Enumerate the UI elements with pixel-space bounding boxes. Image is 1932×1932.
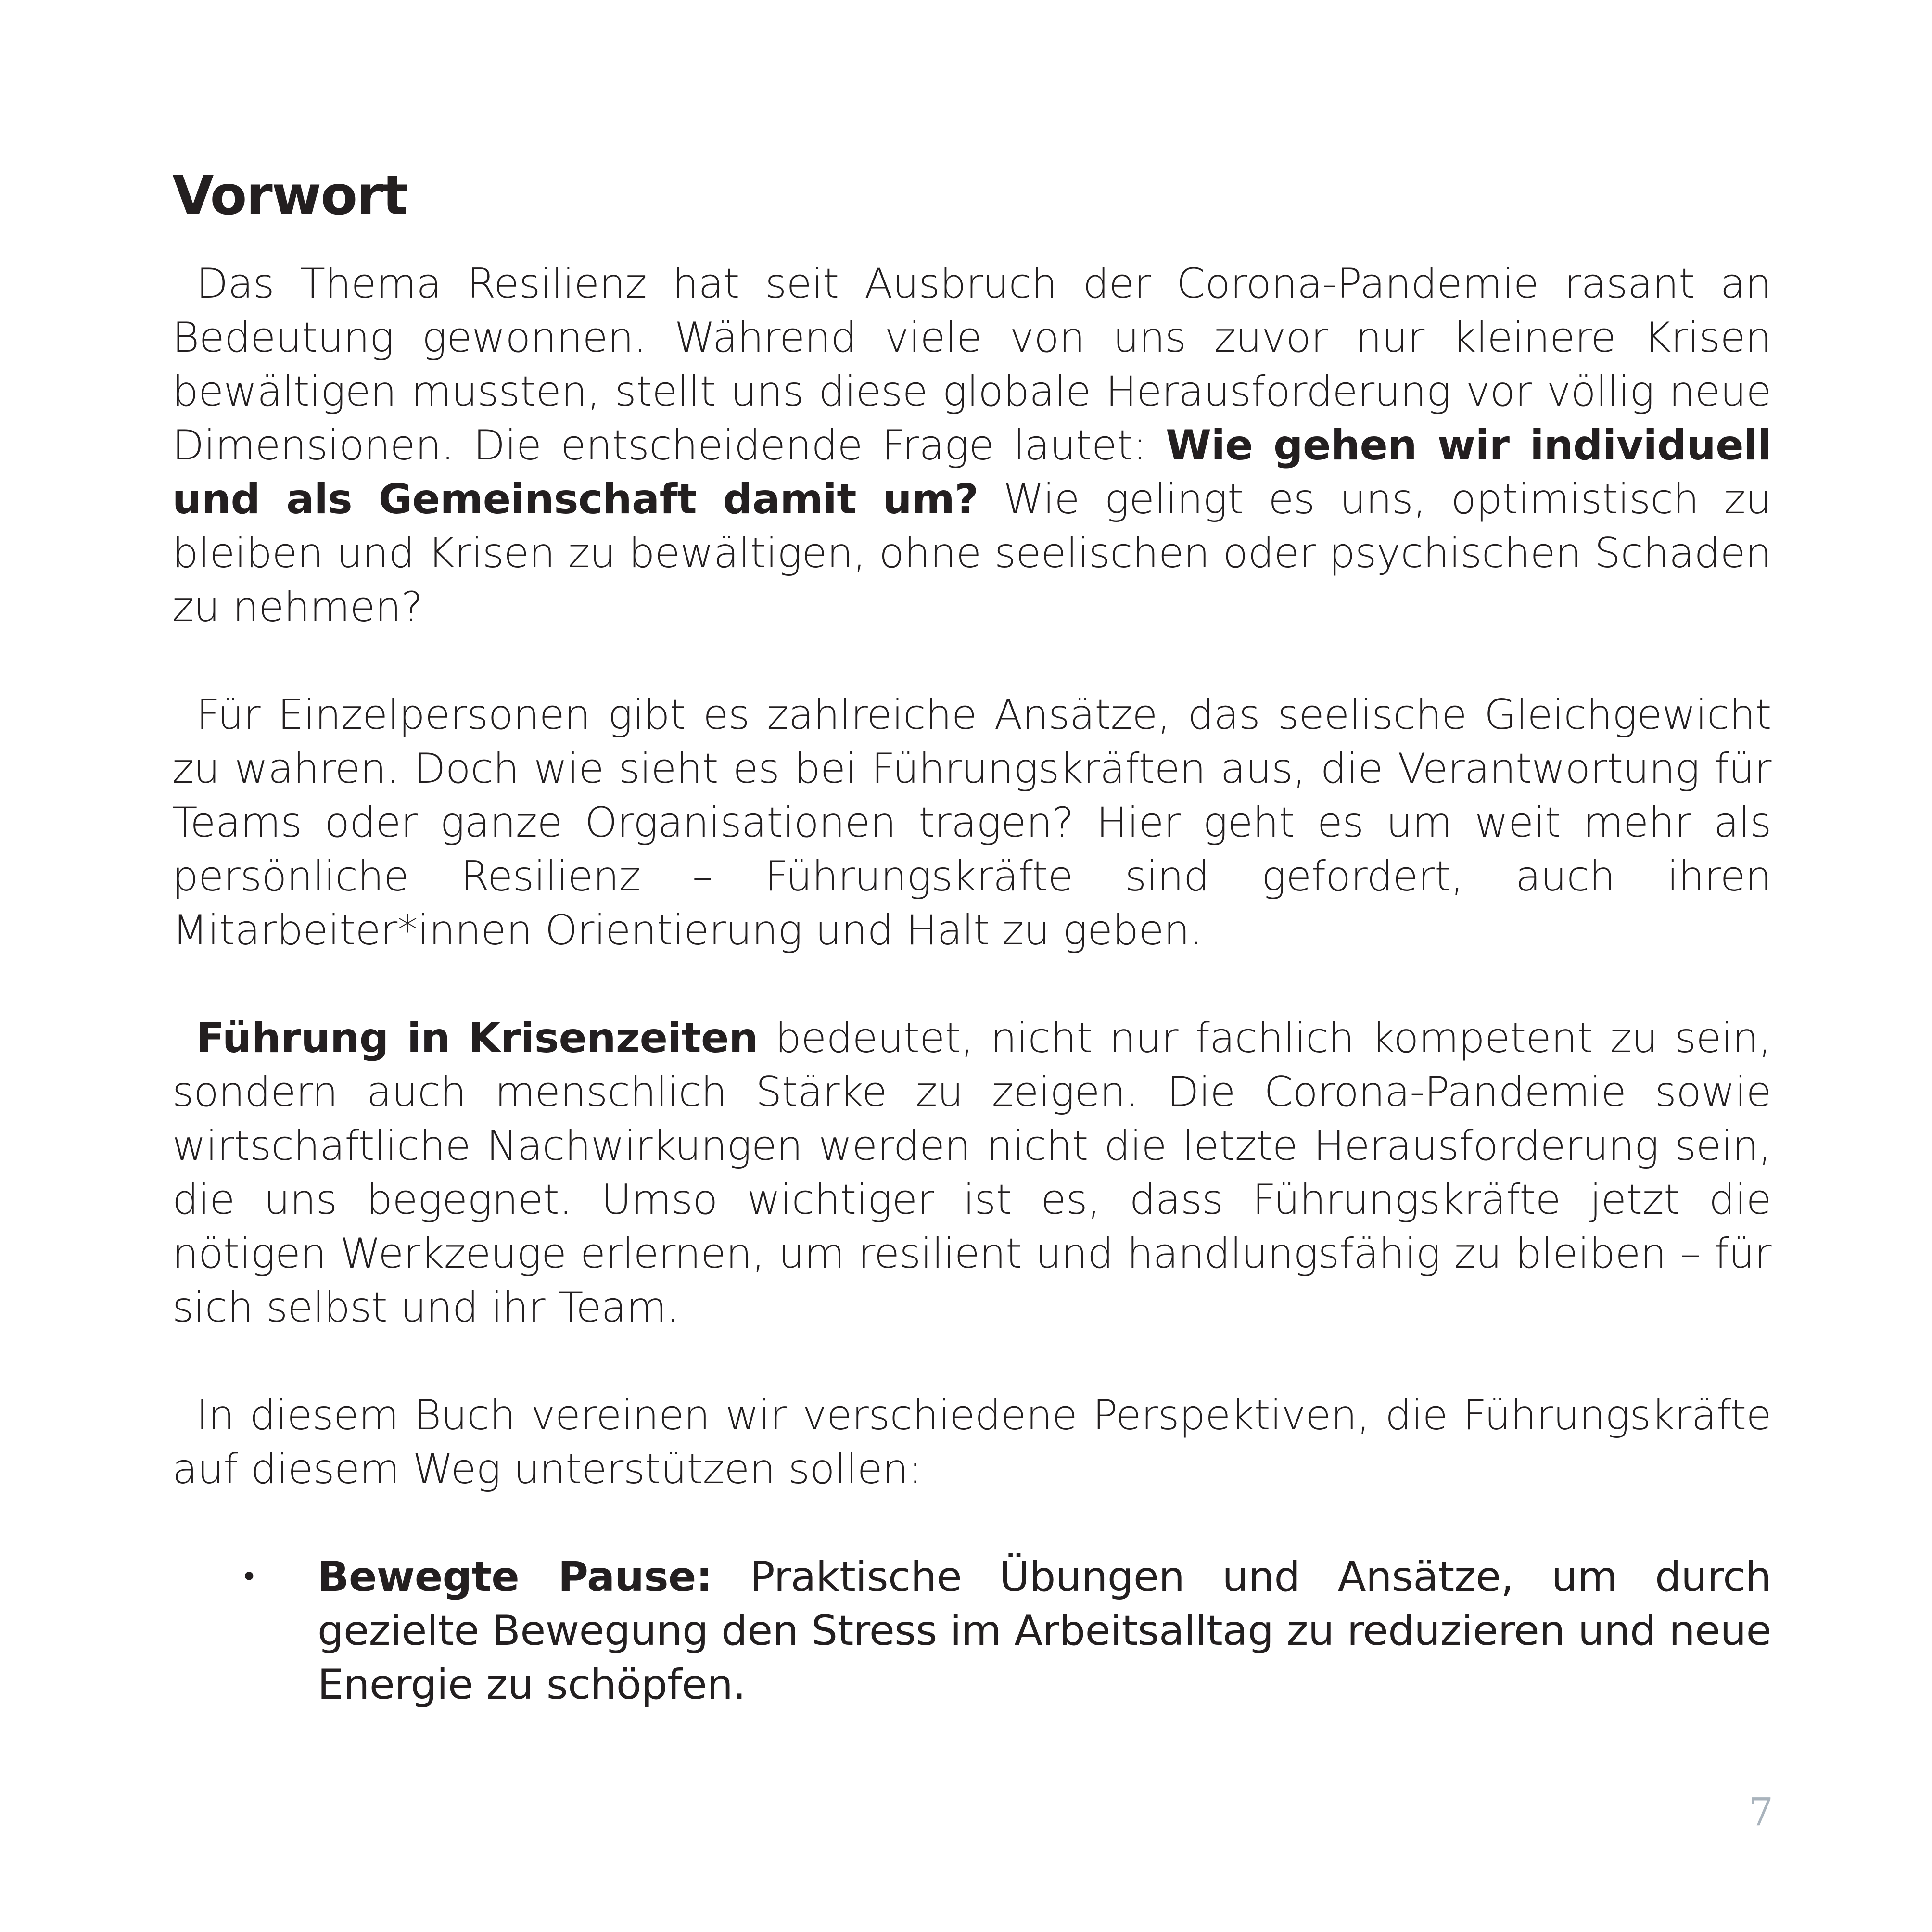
paragraph-4 [172, 1388, 1771, 1496]
bullet-list [172, 1550, 1771, 1712]
paragraph-3-tail: bedeutet, nicht nur fachlich kompetent zu sein, sondern auch menschlich Stärke zu zeigen. Die Corona-Pandemie sowie wirtschaftliche Nachwirkungen werden nicht die letzte Herausforderung sein, die uns begegnet. Umso wichtiger ist es, dass Führungskräfte jetzt die nötigen Werkzeuge erlernen, um resilient und handlungsfähig zu bleiben – für sich selbst und ihr Team. [172, 1014, 1771, 1332]
paragraph-1-lead: Das Thema Resilienz hat seit Ausbruch der Corona-Pandemie rasant an Bedeutung gewonnen. Während viele von uns zuvor nur kleinere Krisen bewältigen mussten, stellt uns diese globale Herausforderung vor völlig neue Dimensionen. Die entscheidende Frage lautet: [172, 260, 1771, 470]
bullet-marker: • [241, 1560, 257, 1594]
list-item [172, 1550, 1771, 1712]
paragraph-1-bold-question: Wie gehen wir individuell und als Gemeinschaft damit um? [172, 421, 1772, 524]
paragraph-1 [172, 257, 1771, 634]
paragraph-2-text: Für Einzelpersonen gibt es zahlreiche Ansätze, das seelische Gleichgewicht zu wahren. Doch wie sieht es bei Führungskräften aus, die Verantwortung für Teams oder ganze Organisationen tragen? Hier geht es um weit mehr als persönliche Resilienz – Führungskräfte sind gefordert, auch ihren Mitarbeiter*innen Orientierung und Halt zu geben. [172, 691, 1771, 955]
list-item-text: Praktische Übungen und Ansätze, um durch gezielte Bewegung den Stress im Arbeitsalltag zu reduzieren und neue Energie zu schöpfen. [318, 1553, 1772, 1709]
paragraph-4-text: In diesem Buch vereinen wir verschiedene Perspektiven, die Führungskräfte auf diesem Weg unterstützen sollen: [172, 1391, 1771, 1494]
paragraph-3-bold-lead: Führung in Krisenzeiten [196, 1014, 758, 1063]
paragraph-2 [172, 688, 1771, 957]
page-number: 7 [1749, 1790, 1773, 1834]
page-title: Vorwort [172, 165, 407, 227]
paragraph-1-tail: Wie gelingt es uns, optimistisch zu bleiben und Krisen zu bewältigen, ohne seelischen oder psychischen Schaden zu nehmen? [172, 475, 1771, 632]
paragraph-3 [172, 1011, 1771, 1335]
page-content [172, 164, 1771, 1712]
list-item-bold-label: Bewegte Pause: [318, 1553, 712, 1602]
